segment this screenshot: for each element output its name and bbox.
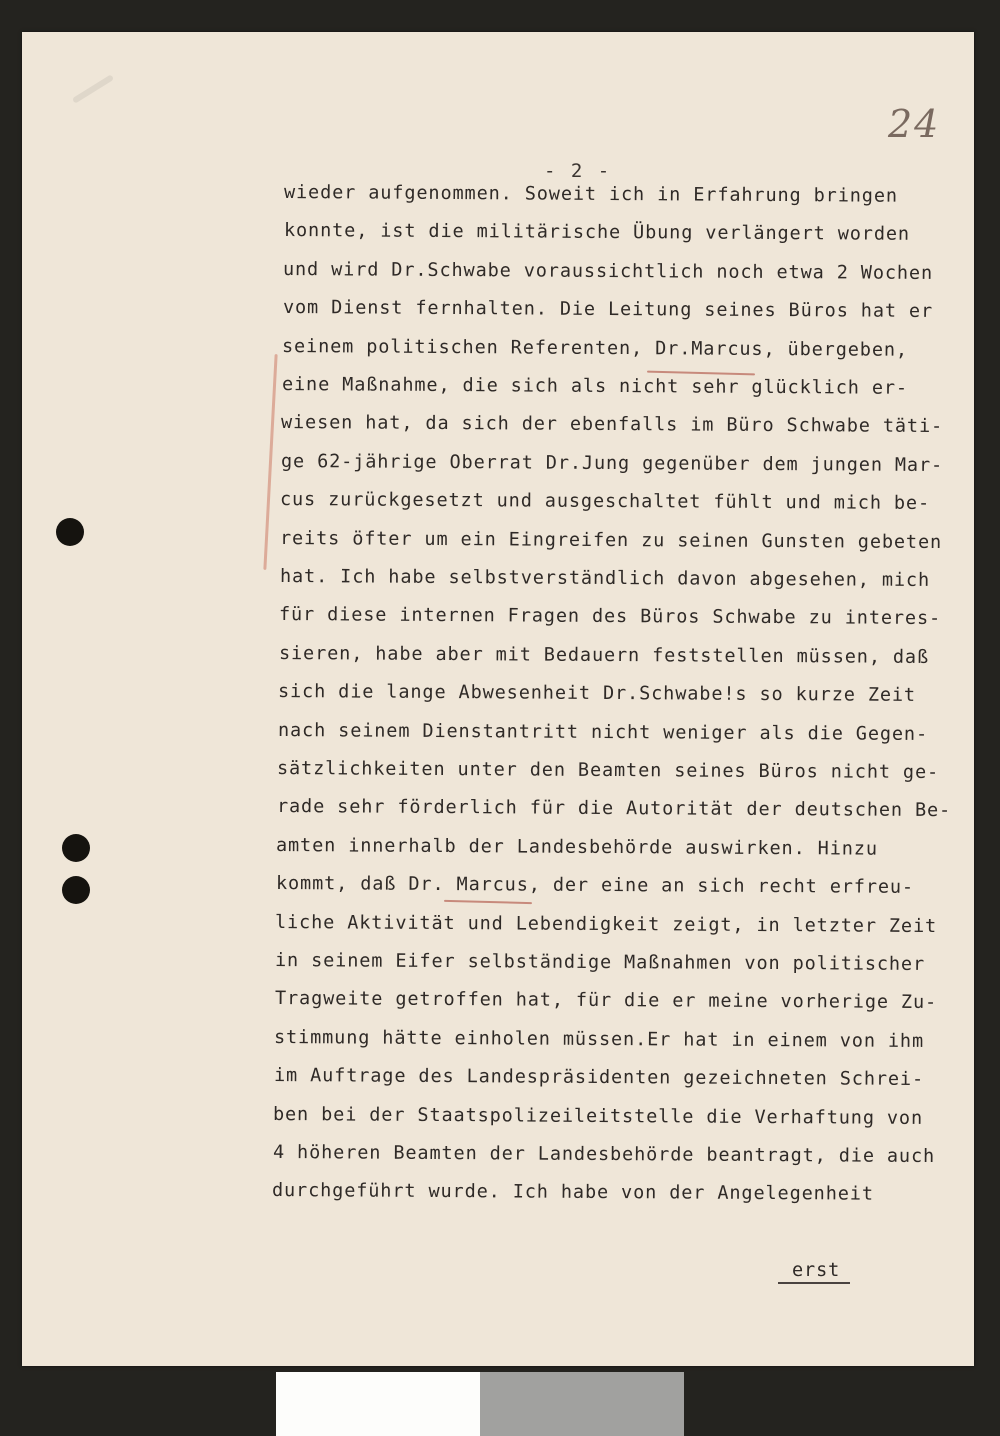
text-line: konnte, ist die militärische Übung verlängert worden	[283, 220, 910, 246]
text-line: wieder aufgenommen. Soweit ich in Erfahrung bringen	[283, 182, 898, 207]
text-line: sich die lange Abwesenheit Dr.Schwabe!s so kurze Zeit	[278, 681, 917, 707]
punch-hole	[62, 876, 90, 904]
text-line: amten innerhalb der Landesbehörde auswirken. Hinzu	[276, 834, 879, 860]
text-line: sieren, habe aber mit Bedauern feststellen müssen, daß	[278, 642, 929, 668]
text-line: seinem politischen Referenten, Dr.Marcus, übergeben,	[282, 335, 909, 361]
red-margin-mark	[263, 354, 277, 570]
document-page	[22, 32, 974, 1366]
text-line: ge 62-jährige Oberrat Dr.Jung gegenüber dem jungen Mar-	[280, 450, 943, 476]
catchword-rule	[778, 1282, 850, 1284]
text-line: reits öfter um ein Eingreifen zu seinen Gunsten gebeten	[279, 527, 943, 553]
text-line: stimmung hätte einholen müssen.Er hat in einem von ihm	[274, 1026, 925, 1052]
text-line: eine Maßnahme, die sich als nicht sehr glücklich er-	[281, 374, 908, 399]
text-line: rade sehr förderlich für die Autorität der deutschen Be-	[276, 796, 951, 822]
folio-number: 24	[888, 102, 941, 146]
red-underline-dr-marcus	[647, 371, 755, 376]
text-line: für diese internen Fragen des Büros Schwabe zu interes-	[278, 604, 942, 630]
page-number: - 2 -	[544, 160, 612, 182]
text-line: in seinem Eifer selbständige Maßnahmen von politischer	[274, 950, 926, 975]
text-line: hat. Ich habe selbstverständlich davon abgesehen, mich	[279, 566, 930, 591]
text-line: nach seinem Dienstantritt nicht weniger als die Gegen-	[277, 719, 928, 745]
punch-hole	[56, 518, 84, 546]
text-line: sätzlichkeiten unter den Beamten seines Büros nicht ge-	[277, 758, 940, 784]
text-line: vom Dienst fernhalten. Die Leitung seines Büros hat er	[282, 297, 933, 323]
text-line: durchgeführt wurde. Ich habe von der Angelegenheit	[272, 1180, 875, 1206]
text-line: ben bei der Staatspolizeileitstelle die Verhaftung von	[273, 1103, 924, 1129]
scan-calibration-strip	[276, 1372, 684, 1436]
text-line: Tragweite getroffen hat, für die er meine vorherige Zu-	[274, 988, 937, 1014]
catchword: erst	[792, 1260, 841, 1281]
text-line: liche Aktivität und Lebendigkeit zeigt, in letzter Zeit	[275, 911, 938, 937]
text-line: kommt, daß Dr. Marcus, der eine an sich recht erfreu-	[275, 873, 914, 899]
paper-mark	[72, 74, 114, 103]
text-line: und wird Dr.Schwabe voraussichtlich noch etwa 2 Wochen	[283, 258, 934, 284]
text-line: wiesen hat, da sich der ebenfalls im Büro Schwabe täti-	[281, 412, 944, 438]
red-underline-dr-marcus	[444, 900, 532, 904]
text-line: im Auftrage des Landespräsidenten gezeichneten Schrei-	[273, 1065, 924, 1091]
punch-hole	[62, 834, 90, 862]
text-line: 4 höheren Beamten der Landesbehörde beantragt, die auch	[272, 1142, 935, 1168]
text-line: cus zurückgesetzt und ausgeschaltet fühlt und mich be-	[280, 489, 931, 515]
